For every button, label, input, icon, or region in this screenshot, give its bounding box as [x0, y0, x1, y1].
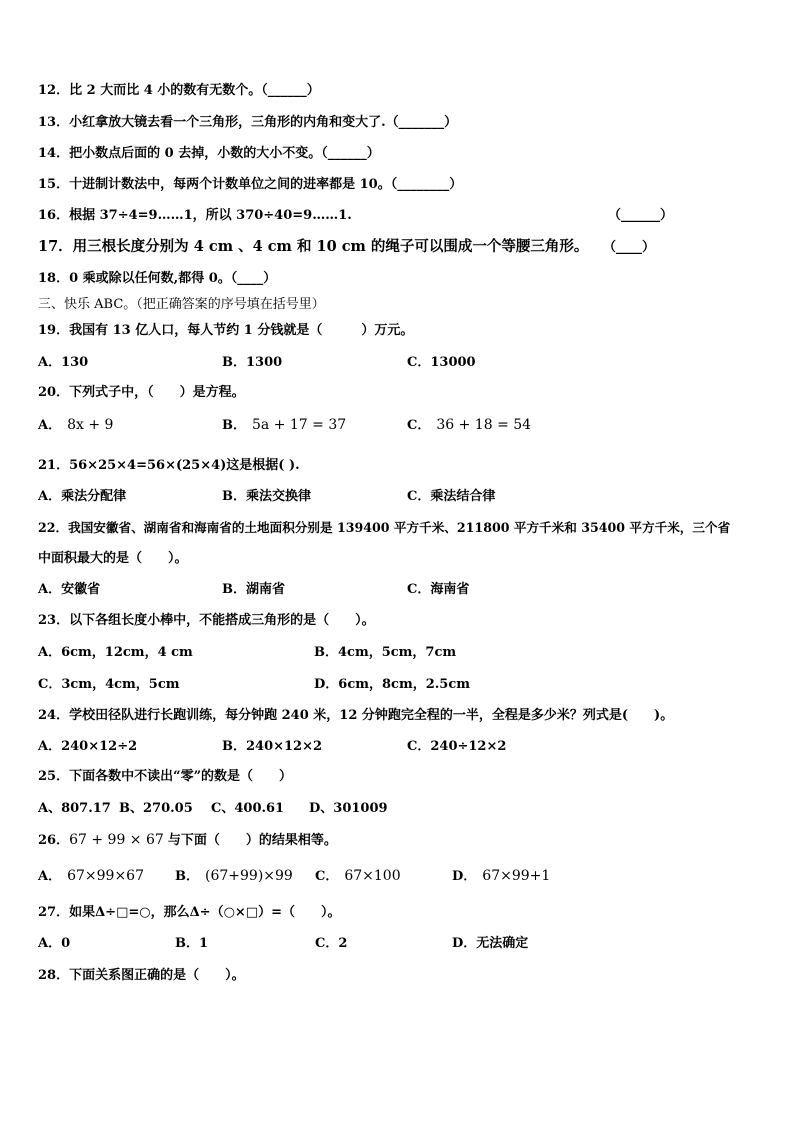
q22-option-a: A．安徽省: [38, 582, 101, 597]
section-3-title: 三、快乐 ABC。（把正确答案的序号填在括号里）: [38, 297, 325, 312]
q27-option-a: A．0: [38, 936, 71, 951]
question-19: 19．我国有 13 亿人口，每人节约 1 分钱就是（ ）万元。: [38, 323, 414, 338]
q25-option-d: D、301009: [309, 801, 388, 816]
q26-option-d-label: D．: [452, 869, 477, 884]
question-22: 22．我国安徽省、湖南省和海南省的土地面积分别是 139400 平方千米、211800 平方千米和 35400 平方千米，三个省: [38, 520, 731, 535]
q26-option-b-label: B．: [175, 869, 199, 884]
q19-option-c: C．13000: [407, 355, 476, 370]
q25-option-c: C、400.61: [211, 801, 285, 816]
question-18: 18．0 乘或除以任何数,都得 0。（____）: [38, 271, 277, 286]
q26-option-c-label: C．: [315, 869, 339, 884]
q26-option-a-label: A．: [38, 869, 62, 884]
question-17-answer: （____）: [603, 240, 656, 255]
q26-option-d: [452, 868, 550, 885]
q20-option-a-label: A．: [38, 418, 62, 433]
question-13: 13．小红拿放大镜去看一个三角形，三角形的内角和变大了.（_______）: [38, 115, 458, 130]
q20-option-b-math: 5a + 17 = 37: [252, 417, 347, 433]
q21-option-a: A．乘法分配律: [38, 489, 127, 504]
q24-option-c: C．240÷12×2: [407, 739, 507, 754]
question-22-line2: 中面积最大的是（ ）。: [38, 551, 188, 566]
question-26-number: 26．: [38, 833, 70, 848]
question-17: 17．用三根长度分别为 4 cm 、4 cm 和 10 cm 的绳子可以围成一个等腰三角形。: [38, 238, 589, 255]
question-28: 28．下面关系图正确的是（ ）。: [38, 968, 245, 983]
q23-option-a: A．6cm，12cm，4 cm: [38, 645, 193, 660]
question-26: [38, 832, 337, 849]
q20-option-c: [407, 417, 531, 434]
question-12: 12．比 2 大而比 4 小的数有无数个。（______）: [38, 83, 320, 98]
q20-option-b-label: B．: [222, 418, 246, 433]
q26-option-b: [175, 868, 293, 885]
question-14: 14．把小数点后面的 0 去掉，小数的大小不变。（______）: [38, 146, 380, 161]
q25-option-b: B、270.05: [119, 801, 193, 816]
q26-option-c-math: 67×100: [344, 868, 401, 884]
question-16: 16．根据 37÷4=9……1，所以 370÷40=9……1.: [38, 208, 352, 223]
q20-option-c-math: 36 + 18 = 54: [436, 417, 532, 433]
q24-option-b: B．240×12×2: [222, 739, 323, 754]
question-21: 21．56×25×4=56×(25×4)这是根据( ).: [38, 458, 300, 473]
q27-option-c: C．2: [315, 936, 348, 951]
q21-option-b: B．乘法交换律: [222, 489, 311, 504]
q26-option-c: [315, 868, 401, 885]
q23-option-d: D．6cm，8cm，2.5cm: [314, 677, 470, 692]
q26-option-a: [38, 868, 144, 885]
q24-option-a: A．240×12÷2: [38, 739, 138, 754]
q20-option-a-math: 8x + 9: [67, 417, 114, 433]
question-16-answer: （______）: [608, 208, 674, 223]
q26-option-a-math: 67×99×67: [67, 868, 144, 884]
q22-option-b: B．湖南省: [222, 582, 285, 597]
q23-option-b: B．4cm，5cm，7cm: [314, 645, 457, 660]
q20-option-c-label: C．: [407, 418, 431, 433]
q20-option-b: [222, 417, 346, 434]
question-15: 15．十进制计数法中，每两个计数单位之间的进率都是 10。（________）: [38, 177, 463, 192]
question-23: 23．以下各组长度小棒中，不能搭成三角形的是（ ）。: [38, 613, 375, 628]
q27-option-d: D．无法确定: [452, 936, 529, 951]
q25-option-a: A、807.17: [38, 801, 111, 816]
question-25: 25．下面各数中不读出“零”的数是（ ）: [38, 769, 293, 784]
question-26-expression: 67 + 99 × 67: [69, 832, 164, 848]
question-27: 27．如果Δ÷□=○，那么Δ÷（○×□）=（ ）。: [38, 905, 341, 920]
q23-option-c: C．3cm，4cm，5cm: [38, 677, 180, 692]
q22-option-c: C．海南省: [407, 582, 470, 597]
q26-option-d-math: 67×99+1: [482, 868, 551, 884]
question-26-tail: 与下面（ ）的结果相等。: [167, 833, 337, 848]
q19-option-b: B．1300: [222, 355, 283, 370]
q19-option-a: A．130: [38, 355, 89, 370]
question-20: 20．下列式子中，（ ）是方程。: [38, 385, 245, 400]
question-24: 24．学校田径队进行长跑训练，每分钟跑 240 米，12 分钟跑完全程的一半，全程是多少米？列式是( )。: [38, 708, 674, 723]
q20-option-a: [38, 417, 113, 434]
q27-option-b: B．1: [175, 936, 209, 951]
q26-option-b-math: (67+99)×99: [205, 868, 293, 884]
q21-option-c: C．乘法结合律: [407, 489, 496, 504]
